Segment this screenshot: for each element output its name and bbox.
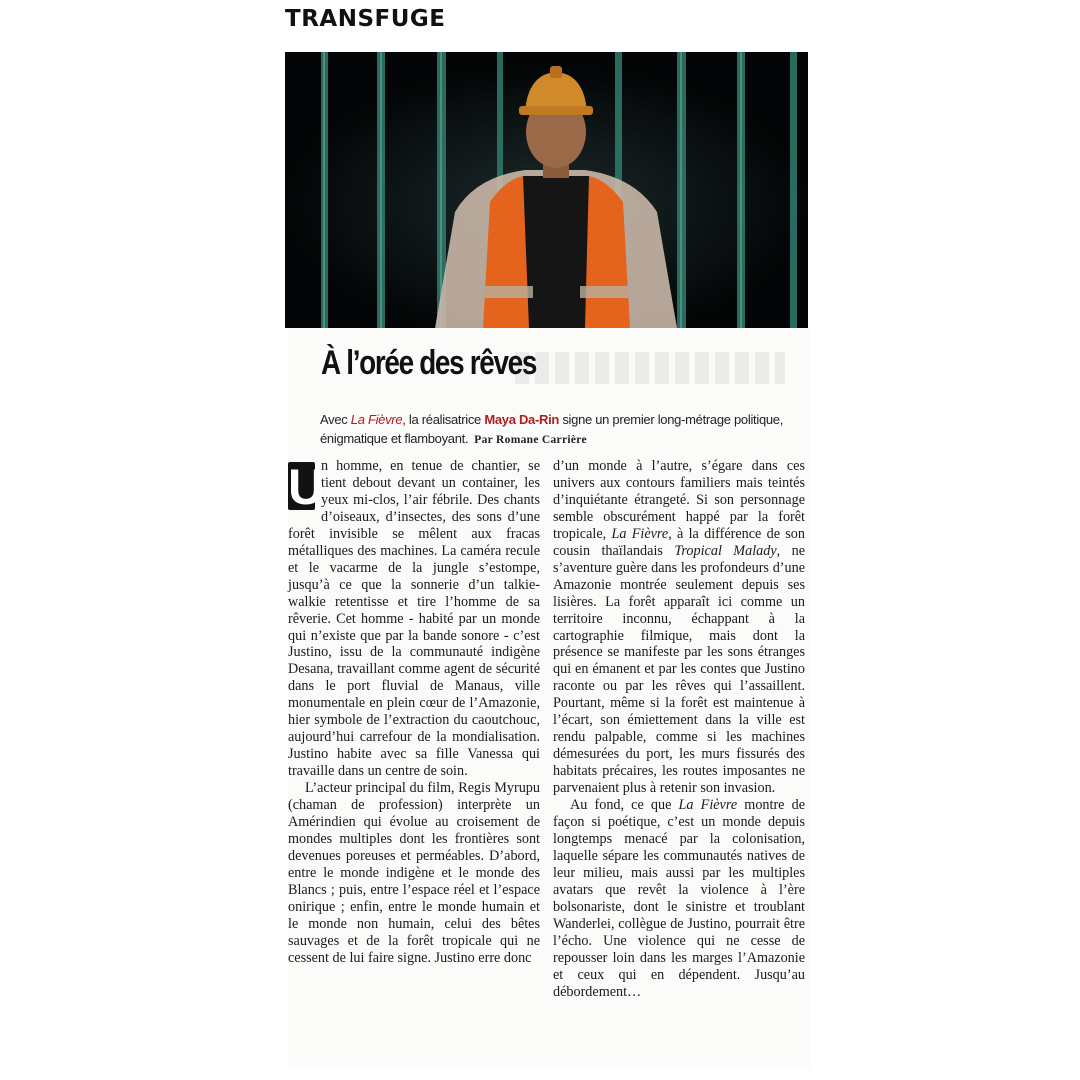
paragraph-text: d’un monde à l’autre, s’égare dans ces univers aux contours familiers mais teintés d’inquiétante étrangeté. Si son personnage semble obscurément happé par la forêt tropicale,	[553, 458, 805, 542]
magazine-logo: TRANSFUGE	[285, 6, 446, 32]
paragraph-text: , à la différence de son cousin thaïlandais	[553, 525, 805, 559]
article-column-2	[553, 458, 805, 1001]
film-title: Tropical Malady	[674, 542, 777, 559]
standfirst-text: Avec	[320, 412, 351, 427]
paragraph	[553, 797, 805, 1000]
byline: Par Romane Carrière	[474, 434, 587, 446]
director-name: Maya Da-Rin	[484, 412, 560, 427]
paragraph-text: Au fond, ce que	[570, 797, 679, 814]
standfirst-text: signe un premier long-métrage politique, énigmatique et flamboyant.	[320, 412, 784, 446]
article-column-1	[288, 458, 540, 967]
article-standfirst	[320, 410, 790, 450]
film-still-photo	[285, 52, 808, 328]
standfirst-text: , la réalisatrice	[402, 412, 485, 427]
film-title: La Fièvre	[611, 525, 669, 542]
paragraph	[288, 458, 540, 780]
paragraph-text: , ne s’aventure guère dans les profondeurs d’une Amazonie montrée seulement depuis ses lisières. La forêt apparaît ici comme un territoire inconnu, échappant à la cartographie filmique, mais dont la présence se manifeste par les sons étranges qui en émanent et par les contes que Justino raconte ou par les rêves qui l’assaillent. Pourtant, même si la forêt est maintenue à l’écart, son émiettement dans la ville est rendu palpable, comme si les machines démesurées du port, les murs fissurés des habitats précaires, les routes imposantes ne parvenaient plus à retenir son invasion.	[553, 542, 805, 797]
drop-cap: U	[288, 459, 325, 515]
show-through-text	[515, 352, 785, 384]
article-title: À l’orée des rêves	[321, 344, 537, 382]
worker-illustration	[285, 52, 808, 328]
paragraph	[553, 458, 805, 797]
film-title: La Fièvre	[678, 797, 738, 814]
film-title: La Fièvre	[350, 412, 403, 427]
paragraph-text: n homme, en tenue de chantier, se tient debout devant un container, les yeux mi-clos, l’air fébrile. Des chants d’oiseaux, d’insectes, des sons d’une forêt invisible se mêlent aux fracas métalliques des machines. La caméra recule et le vacarme de la jungle s’estompe, jusqu’à ce que la sonnerie d’un talkie-walkie retentisse et tire l’homme de sa rêverie. Cet homme - habité par un monde qui n’existe que par la bande sonore - c’est Justino, issu de la communauté indigène Desana, travaillant comme agent de sécurité dans le port fluvial de Manaus, ville monumentale en plein cœur de l’Amazonie, hier symbole de l’extraction du caoutchouc, aujourd’hui carrefour de la mondialisation. Justino habite avec sa fille Vanessa qui travaille dans un centre de soin.	[288, 458, 540, 780]
paragraph: L’acteur principal du film, Regis Myrupu (chaman de profession) interprète un Amérindien qui évolue au croisement de mondes multiples dont les frontières sont devenues poreuses et perméables. D’abord, entre le monde indigène et le monde des Blancs ; puis, entre l’espace réel et l’espace onirique ; enfin, entre le monde humain et le monde non humain, celui des bêtes sauvages et de la forêt tropicale qui ne cessent de lui faire signe. Justino erre donc	[288, 780, 540, 966]
paragraph-text: montre de façon si poétique, c’est un monde depuis longtemps menacé par la colonisation, laquelle sépare les communautés natives de leur milieu, mais aussi par les multiples avatars que revêt la violence à l’ère bolsonariste, dont le sinistre et troublant Wanderlei, collègue de Justino, pourrait être l’écho. Une violence qui ne cesse de repousser loin dans les marges l’Amazonie et ceux qui en dépendent. Jusqu’au débordement…	[553, 797, 805, 1000]
